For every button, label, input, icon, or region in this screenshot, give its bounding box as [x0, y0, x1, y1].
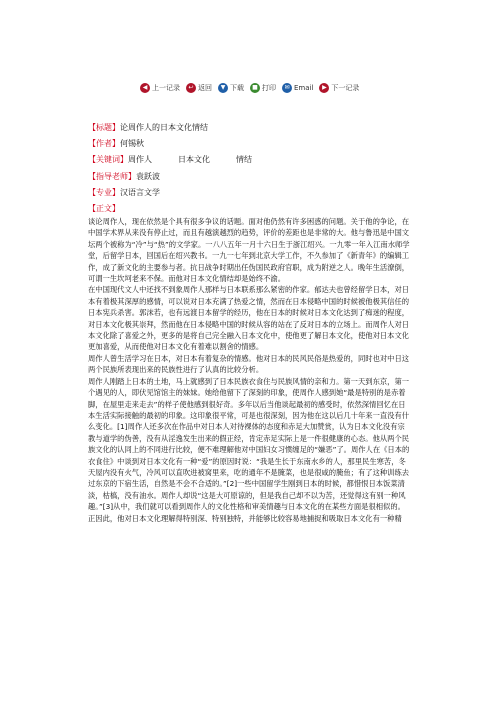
author-field [88, 136, 410, 152]
prev-record-button[interactable] [140, 83, 180, 93]
keywords-field [88, 152, 410, 168]
advisor-field [88, 169, 410, 185]
paragraph: 谈论周作人，现在依然是个具有很多争议的话题。面对他仍然有许多困惑的问题。关于他的争论，在中国学术界从来没有停止过，而且有越演越烈的趋势，评价的差距也是非常的大。他与鲁迅是中国文坛两个被称为“冷”与“热”的文学家。一八八五年一月十六日生于浙江绍兴。一九零一年入江南水师学堂，后留学日本，回国后在绍兴教书。一九一七年到北京大学工作，不久参加了《新青年》的编辑工作，成了新文化的主要参与者。抗日战争时期出任伪国民政府官职，成为附逆之人。晚年生活潦倒，可谓一生坎坷老来不保。而他对日本文化情结却是始终不渝。 [88, 217, 410, 284]
body-text [88, 216, 410, 524]
mail-icon: ✉ [282, 83, 292, 93]
email-button[interactable] [282, 83, 313, 93]
download-icon: ▼ [218, 83, 228, 93]
body-heading [88, 201, 410, 217]
record-metadata [88, 120, 410, 217]
paragraph: 周作人曾生活学习在日本，对日本有着复杂的情感。他对日本的民风民俗是热爱的，同时也对中日这两个民族所表现出来的民族性进行了认真的比较分析。 [88, 353, 410, 375]
advisor-value: 袁跃波 [136, 171, 160, 181]
download-button[interactable] [218, 83, 244, 93]
next-record-label: 下一记录 [331, 84, 360, 92]
major-tag: 【专业】 [88, 187, 120, 197]
author-value: 何锡秋 [120, 139, 144, 149]
next-record-button[interactable] [319, 83, 359, 93]
download-label: 下载 [230, 84, 244, 92]
prev-record-label: 上一记录 [152, 84, 180, 92]
keywords-tag: 【关键词】 [88, 155, 128, 165]
paragraph: 周作人刚踏上日本的土地，马上就感到了日本民族衣食住与民族风情的亲和力。第一天到东京，第一个遇见的人，即伏见馆馆主的妹妹。她给他留下了深刻的印象，使周作人感到她“最是特别的是赤着脚，在屋里走来走去”的样子使他感到很好奇。多年以后当他谈起最初的感受时，依然深情回忆在日本生活实际接触的最初的印象。这印象很平常，可是也很深刻，因为他在这以后几十年来一直没有什么变化。[1]周作人还多次在作品中对日本人对待裸体的态度和赤足大加赞赏，认为日本文化没有宗教与道学的伪善，没有从淫逸发生出来的假正经，肯定赤足实际上是一件很健康的心态。他从两个民族文化的认同上的不同进行比较，便不难理解他对中国妇女习惯缠足的“嫌恶”了。周作人在《日本的衣食住》中谈到对日本文化有一种“爱”的原因时说：“我是生长于东南水乡的人，那里民生寒苦，冬天屋内没有火气，冷风可以直吹进被窝里来，吃的通年不是腌菜，也是很咸的腌鱼；有了这种训练去过东京的下宿生活，自然是不会不合适的。”[2]一些中国留学生刚到日本的时候，都惜恨日本饭菜清淡，枯槁，没有油水。周作人却说“这是大可原谅的，但是我自己却不以为苦，还觉得这有别一种风趣。”[3]从中，我们就可以看到周作人的文化性格和审美情趣与日本文化的在某些方面是很相似的。正因此，他对日本文化理解得特别深、特别独特，并能够比较容易地捕捉和吸取日本文化有一种精 [88, 376, 410, 523]
title-tag: 【标题】 [88, 123, 120, 132]
print-label: 打印 [262, 84, 276, 92]
arrow-right-icon: ▶ [319, 83, 329, 93]
major-field [88, 185, 410, 201]
keyword-2: 日本文化 [178, 155, 210, 165]
keyword-3: 情结 [236, 155, 252, 165]
advisor-tag: 【指导老师】 [88, 171, 136, 181]
paragraph: 在中国现代文人中还找不到象周作人那样与日本联系那么紧密的作家。郁达夫也曾经留学日本，对日本有着极其深厚的感情，可以说对日本充满了热爱之情，然而在日本侵略中国的时候被他极其信任的日本宪兵杀害。郭沫若，也有远渡日本留学的经历，他在日本的时候对日本文化达到了痴迷的程度，对日本文化极其崇拜，然而他在日本侵略中国的时候从容的站在了反对日本的立场上。而周作人对日本文化除了喜爱之外，更多的是将自己完全融入日本文化中，使他更了解日本文化，使他对日本文化更加喜爱，从而使他对日本文化有着难以割舍的情感。 [88, 285, 410, 352]
arrow-left-icon: ◀ [140, 83, 150, 93]
email-label: Email [294, 84, 314, 92]
back-label: 返回 [198, 84, 212, 92]
author-tag: 【作者】 [88, 139, 120, 149]
title-field [88, 120, 410, 136]
back-button[interactable] [186, 83, 212, 93]
return-icon: ↩ [186, 83, 196, 93]
print-button[interactable] [250, 83, 276, 93]
printer-icon: ■ [250, 83, 260, 93]
body-tag: 【正文】 [88, 203, 120, 213]
keyword-1: 周作人 [128, 155, 152, 165]
major-value: 汉语言文学 [120, 187, 160, 197]
title-value: 论周作人的日本文化情结 [120, 123, 208, 132]
record-toolbar [140, 82, 359, 94]
